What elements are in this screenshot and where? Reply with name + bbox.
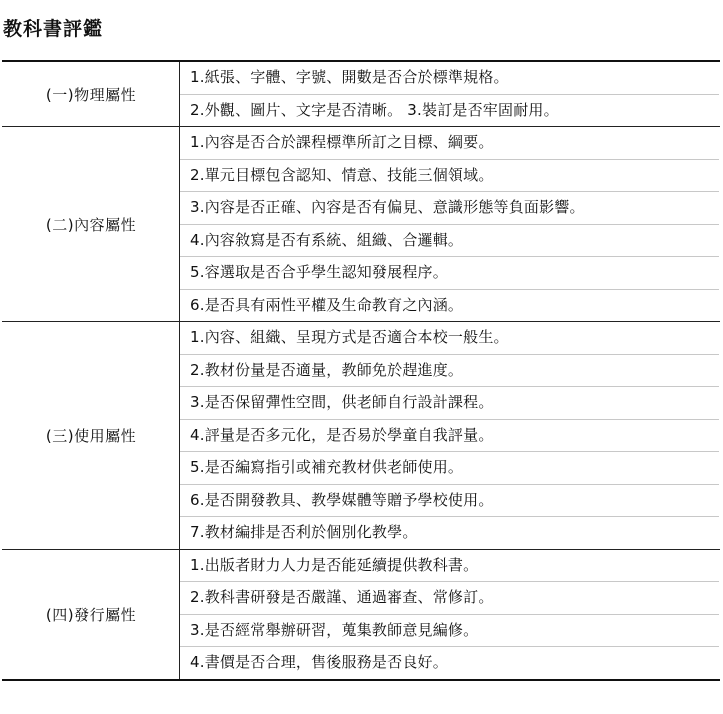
evaluation-table — [2, 60, 720, 681]
list-item: 1.內容、組織、呈現方式是否適合本校一般生。 — [190, 328, 509, 346]
list-item: 5.是否編寫指引或補充教材供老師使用。 — [180, 451, 719, 484]
table-row-content — [3, 127, 720, 322]
table-row-publishing — [3, 549, 720, 680]
document-title: 教科書評鑑 — [3, 18, 104, 40]
table-row-usage — [3, 322, 720, 550]
list-item: 2.外觀、圖片、文字是否清晰。 3.裝訂是否牢固耐用。 — [180, 94, 719, 127]
list-item: 4.評量是否多元化，是否易於學童自我評量。 — [180, 419, 719, 452]
list-item: 4.內容敘寫是否有系統、組織、合邏輯。 — [180, 224, 719, 257]
list-item: 6.是否開發教具、教學媒體等贈予學校使用。 — [180, 484, 719, 517]
list-item: 2.教材份量是否適量，教師免於趕進度。 — [180, 354, 719, 387]
list-item: 1.出版者財力人力是否能延續提供教科書。 — [190, 555, 479, 574]
category-content: (二)內容屬性 — [3, 127, 180, 322]
table-row-physical — [3, 61, 720, 127]
items-content — [180, 127, 720, 322]
list-item: 3.是否保留彈性空間，供老師自行設計課程。 — [180, 386, 719, 419]
list-item: 5.容選取是否合乎學生認知發展程序。 — [180, 256, 719, 289]
list-item: 6.是否具有兩性平權及生命教育之內涵。 — [180, 289, 719, 322]
list-item: 3.是否經常舉辦研習，蒐集教師意見編修。 — [180, 614, 719, 647]
items-physical — [180, 61, 720, 127]
list-item: 1.內容是否合於課程標準所訂之目標、綱要。 — [190, 133, 494, 151]
category-physical: (一)物理屬性 — [3, 61, 180, 127]
category-publishing: (四)發行屬性 — [3, 549, 180, 680]
list-item: 1.紙張、字體、字號、開數是否合於標準規格。 — [190, 68, 509, 86]
list-item: 3.內容是否正確、內容是否有偏見、意識形態等負面影響。 — [180, 191, 719, 224]
list-item: 2.單元目標包含認知、情意、技能三個領域。 — [180, 159, 719, 192]
list-item: 2.教科書研發是否嚴謹、通過審查、常修訂。 — [180, 581, 719, 614]
items-publishing — [180, 549, 720, 680]
list-item: 7.教材編排是否利於個別化教學。 — [180, 516, 719, 549]
category-usage: (三)使用屬性 — [3, 322, 180, 550]
items-usage — [180, 322, 720, 550]
list-item: 4.書價是否合理，售後服務是否良好。 — [180, 646, 719, 679]
